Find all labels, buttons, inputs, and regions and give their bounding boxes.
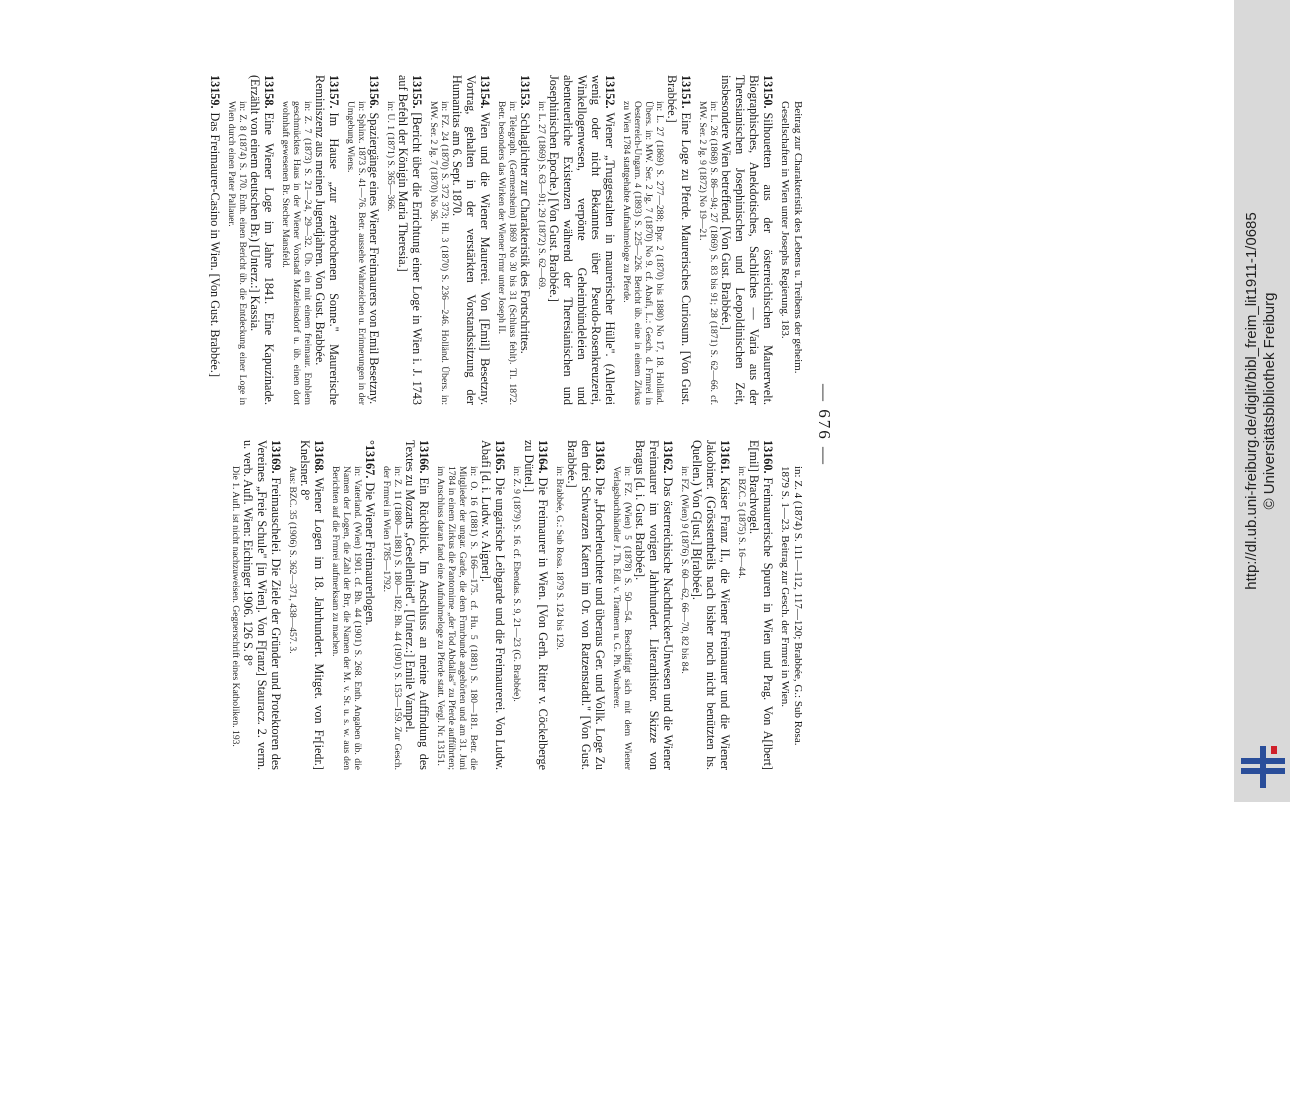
entry-number: 13165. <box>492 440 507 474</box>
entry-number: 13157. <box>326 75 341 109</box>
entry-number: 13154. <box>477 75 492 109</box>
entry-number: 13166. <box>416 440 431 474</box>
bibliography-entry <box>385 75 424 405</box>
entry-note: in: U. 1 (1871) S. 365—366. <box>384 101 396 212</box>
entry-title-text: Freimaurerische Spuren in Wien und Prag. Von A[lbert] E[mil] Brachvogel. <box>746 440 775 770</box>
bibliography-entry <box>697 75 775 405</box>
entry-title-text: Das Freimaurer-Casino in Wien. [Von Gust. Brabbée.] <box>207 112 222 378</box>
entry-title <box>518 75 532 405</box>
bibliography-entry <box>428 75 492 405</box>
entry-note: Aus: BZC. 35 (1906) S. 362—371, 438—457. 3. <box>286 466 298 654</box>
entry-title <box>248 75 276 405</box>
bibliography-entry <box>736 440 775 770</box>
entry-title-text: Eine Loge zu Pferde. Maurerisches Curiosum. [Von Gust. Brabbée.] <box>664 75 693 405</box>
entry-title-text: Wiener Logen im 18. Jahrhundert. Mitget. von Fr[iedr.] Knelsner. 8° <box>297 440 326 770</box>
entry-title <box>665 75 693 405</box>
bibliography-entry <box>679 440 732 770</box>
entry-number: 13150. <box>760 75 775 109</box>
entry-title <box>208 75 222 405</box>
entry-note: in: L. 27 (1869) S. 277—288; Bpr. 2 (1870) bis 1880) No 17, 18. Holländ. Übers. in: MW. Ser. 2 Jg. 7 (1870) No 9. cf. Abafi, L.: Gesch. d. Frmrei in Oesterreich-Ungarn. 4 (1893) S. 225—226. Bericht üb. eine in einem Zirkus zu Wien 1784 stattgehabte Aufnahmeloge zu Pferde. <box>620 101 665 405</box>
entry-number: 13161. <box>717 440 732 474</box>
right-column <box>226 440 804 770</box>
scanned-page <box>142 75 842 1115</box>
entry-title-text: Wien und die Wiener Maurerei. Von [Emil] Besetzny. Vortrag, gehalten in der verstärkten Vorstandssitzung der Humanitas am 6. Sept. 1870. <box>449 75 492 405</box>
entry-title-text: Die „Hocherleuchtete und überaus Ger. und Vollk. Loge Zu den drei Schwarzen Katern im Or. von Ratzenstadtl." [Von Gust. Brabbée.] <box>564 440 607 770</box>
entry-title-text: Spaziergänge eines Wiener Freimaurers von Emil Besetzny. <box>366 112 381 405</box>
left-column-intro: Beitrag zur Charakteristik des Lebens u. Treibens der geheim. Gesellschaften in Wien unter Josephs Regierung. 183. <box>779 101 804 374</box>
entry-note: in: Z. 11 (1880—1881) S. 180—182; Bh. 44 (1901) S. 153—159. Zur Gesch. der Frmrei in Wien 1785—1792. <box>380 466 403 770</box>
entry-title <box>547 75 617 405</box>
entry-number: 13168. <box>311 440 326 474</box>
entry-title-text: Das österreichische Nachdrucker-Unwesen und die Wiener Freimaurer im vorigen Jahrhundert. Literarhistor. Skizze von Bragus [d. i. Gust. Brabbée]. <box>632 440 675 770</box>
entry-title <box>298 440 326 770</box>
entry-note: in: FZ. (Wien) 5 (1878) S. 50—54. Beschäftigt sich mit dem Wiener Verlagsbuchhändler J. Th. Edl. v. Trattnern u. G. Ph. Wucherer. <box>610 466 633 770</box>
bibliography-entry <box>381 440 431 770</box>
right-column-intro: in: Z. 4 (1874) S. 111—112, 117—120; Brabbée, G.: Sub Rosa. 1879 S. 1—23. Beitrag zur Gesch. der Frmrei in Wien. <box>779 466 804 746</box>
source-url[interactable]: http://dl.ub.uni-freiburg.de/diglit/bibl_freim_lit1911-1/0685 <box>1243 212 1260 590</box>
entry-title-text: Die ungarische Leibgarde und die Freimaurerei. Von Ludw. Abafi [d. i. Ludw. v. Aigner]. <box>478 440 507 770</box>
entry-title-text: Ein Rückblick. Im Anschluss an meine Auffindung des Textes zu Mozarts „Gesellenlied". [Unterz.:] Emile Vampel. <box>402 440 431 770</box>
sidebar-caption <box>1243 11 1279 791</box>
entry-note: in: Vaterland. (Wien) 1901. cf. Bh. 44 (1901) S. 268. Enth. Angaben üb. die Namen der Logen, die Zahl der Brr, die Namen der M. v. St. u. s. w. aus den Berichten auf die Frmrei aufmerksam zu machen. <box>329 466 363 770</box>
bibliography-entry <box>511 440 550 770</box>
left-column <box>204 75 804 405</box>
entry-note: in: FZ. (Wien) 9 (1876) S. 60—62, 66—70, 82 bis 84. <box>678 466 690 674</box>
entry-title-text: Die Freimaurer in Wien. [Von Gerh. Ritter v. Cöckelberge zu Düttel.] <box>521 440 550 770</box>
bibliography-entry <box>280 75 341 405</box>
entry-number: 13152. <box>602 75 617 109</box>
entry-number: 13155. <box>409 75 424 109</box>
entry-title <box>522 440 550 770</box>
entry-number: 13158. <box>261 75 276 109</box>
entry-title <box>241 440 283 770</box>
entry-note: in: Brabbée, G.: Sub Rosa. 1879 S. 124 bis 129. <box>553 466 565 650</box>
copyright-notice: © Universitätsbibliothek Freiburg <box>1261 292 1278 510</box>
bibliography-entry <box>230 440 283 770</box>
entry-number: 13162. <box>660 440 675 474</box>
ub-freiburg-logo-icon <box>1241 742 1285 788</box>
entry-number: 13163. <box>592 440 607 474</box>
bibliography-entry <box>208 75 222 405</box>
entry-note: in: Sphinx. 1873 S. 41—76. Betr. aussehe Wahrzeichen u. Erinnerungen in der Umgebung Wiens. <box>344 101 367 405</box>
entry-title <box>313 75 341 405</box>
entry-title-text: Wiener „Truggestalten in maurerischer Hülle". (Allerlei wenig oder nicht Bekanntes über Pseudo-Rosenkreuzerei, Winkellogenwesen, verpönte Geheimbündeleien und abenteuerliche Existenzen während der Theresianischen und Josephinischen Epoche.) [Von Gust. Brabbée.] <box>546 75 617 405</box>
bibliography-entry <box>287 440 326 770</box>
entry-title-text: [Bericht über die Errichtung einer Loge in Wien i. J. 1743 auf Befehl der Königin Maria Theresia.] <box>395 75 424 405</box>
bibliography-entry <box>621 75 693 405</box>
entry-title <box>403 440 431 770</box>
entry-note: in: L. 27 (1869) S. 63—91; 29 (1872) S. 62—69. <box>535 101 547 290</box>
entry-title <box>633 440 675 770</box>
entry-number: 13156. <box>366 75 381 109</box>
entry-note: in: Z. 8 (1874) S. 170. Enth. einen Bericht üb. die Entdeckung einer Loge in Wien durch einen Pater Pallauer. <box>225 101 248 405</box>
entry-title-text: Freimauschelei. Die Ziele der Gründer und Protektoren des Vereines „Freie Schule" [in Wien]. Von F[ranz] Stauracz. 2. verm. u. verb. Aufl. Wien: Eichinger 1906. 126 S. 8° <box>240 440 283 770</box>
entry-number: 13153. <box>517 75 532 109</box>
entry-title <box>367 75 381 405</box>
entry-note: in: Z. 9 (1879) S. 16. cf. Ebendas. S. 9, 21—23 (G. Brabbée). <box>510 466 522 702</box>
entry-title-text: Kaiser Franz II., die Wiener Freimaurer und die Wiener Jakobiner. (Grösstentheils nach bisher noch nicht benützten hs. Quellen.) Von G[ust.] B[rabbée]. <box>689 440 732 770</box>
entry-title-text: Eine Wiener Loge im Jahre 1841. Eine Kapuzinade. (Erzählt von einem deutschen Br.) [Unterz.:] Kassia. <box>247 75 276 405</box>
entry-number: 13159. <box>207 75 222 109</box>
entry-note: in: O. 16 (1881) S. 166—175. cf. Hu. 5 (1881) S. 180—181. Betr. die Mitglieder der ungar. Garde, die dem Frmrbunde angehörten und am 31. Juni 1784 in einem Zirkus die Pantomime „der Tod Abdallas" zu Pferde aufführten; im Anschluss daran fand eine Aufnahmeloge zu Pferde statt. Vergl. Nr. 13151. <box>434 466 479 770</box>
entry-number: 13151. <box>678 75 693 109</box>
bibliography-entry <box>611 440 675 770</box>
bibliography-entry <box>536 75 617 405</box>
entry-number: 13164. <box>535 440 550 474</box>
entry-note: in: BZC. 5 (1875) S. 16—44. <box>735 466 747 579</box>
entry-title <box>719 75 775 405</box>
bibliography-entry <box>330 440 377 770</box>
entry-note: in: FZ. 24 (1870) S. 372 373; Hl. 3 (1870) S. 236—246. Holländ. Übers. in: MW. Ser. 2 Jg. 7 (1870) No 36. <box>427 101 450 405</box>
entry-title-text: Silhouetten aus der österreichischen Maurerwelt. Biographisches, Anekdotisches, Sachliches — Varia aus der Theresianischen Josephinischen und Leopoldinischen Zeit, insbesondere Wien betreffend. [Von Gust. Brabbée.] <box>718 75 775 405</box>
entry-note: in: Telegraph. (Germersheim) 1869 No 30 bis 31 (Schluss fehlt). Tl. 1872. Betr. besonders das Wirken der Wiener Frmr unter Joseph II. <box>495 101 518 405</box>
bibliography-entry <box>496 75 532 405</box>
entry-title <box>396 75 424 405</box>
entry-number: 13169. <box>268 440 283 474</box>
page-content <box>142 75 842 1115</box>
entry-note: in: Z. 7 (1873) S. 21—24, 29—32. Üb. ein mit einem freimaur. Emblem geschmücktes Haus in der Wiener Vorstadt Matzleinsdorf u. üb. einen dort wohnhaft gewesenen Br. Stecher Mansfeld. <box>279 101 313 405</box>
entry-title <box>565 440 607 770</box>
entry-title-text: Im Hause „zur zerbrochenen Sonne." Maurerische Reminiszenz aus meinen Jugendjahren. Von Gust. Brabbée. <box>312 75 341 405</box>
entry-number: 13160. <box>760 440 775 474</box>
entry-title <box>363 440 377 770</box>
bibliography-entry <box>345 75 381 405</box>
bibliography-entry <box>554 440 607 770</box>
entry-title <box>690 440 732 770</box>
entry-number: °13167. <box>362 440 377 479</box>
entry-note: in: L. 26 (1868) S. 86—94; 27 (1869) S. 83 bis 91; 28 (1871) S. 62—66. cf. MW. Ser. 2 Jg. 9 (1872) No 19—21. <box>696 101 719 405</box>
entry-title <box>450 75 492 405</box>
bibliography-entry <box>226 75 276 405</box>
entry-note: Die 1. Aufl. ist nicht nachzuweisen. Gegnerschrift eines Katholiken. 193. <box>229 466 241 747</box>
page-number: — 676 — <box>815 384 834 466</box>
entry-title-text: Die Wiener Freimaurerlogen. <box>362 482 377 626</box>
entry-title <box>747 440 775 770</box>
entry-title-text: Schlaglichter zur Charakteristik des Fortschrittes. <box>517 112 532 354</box>
bibliography-entry <box>435 440 507 770</box>
entry-title <box>479 440 507 770</box>
